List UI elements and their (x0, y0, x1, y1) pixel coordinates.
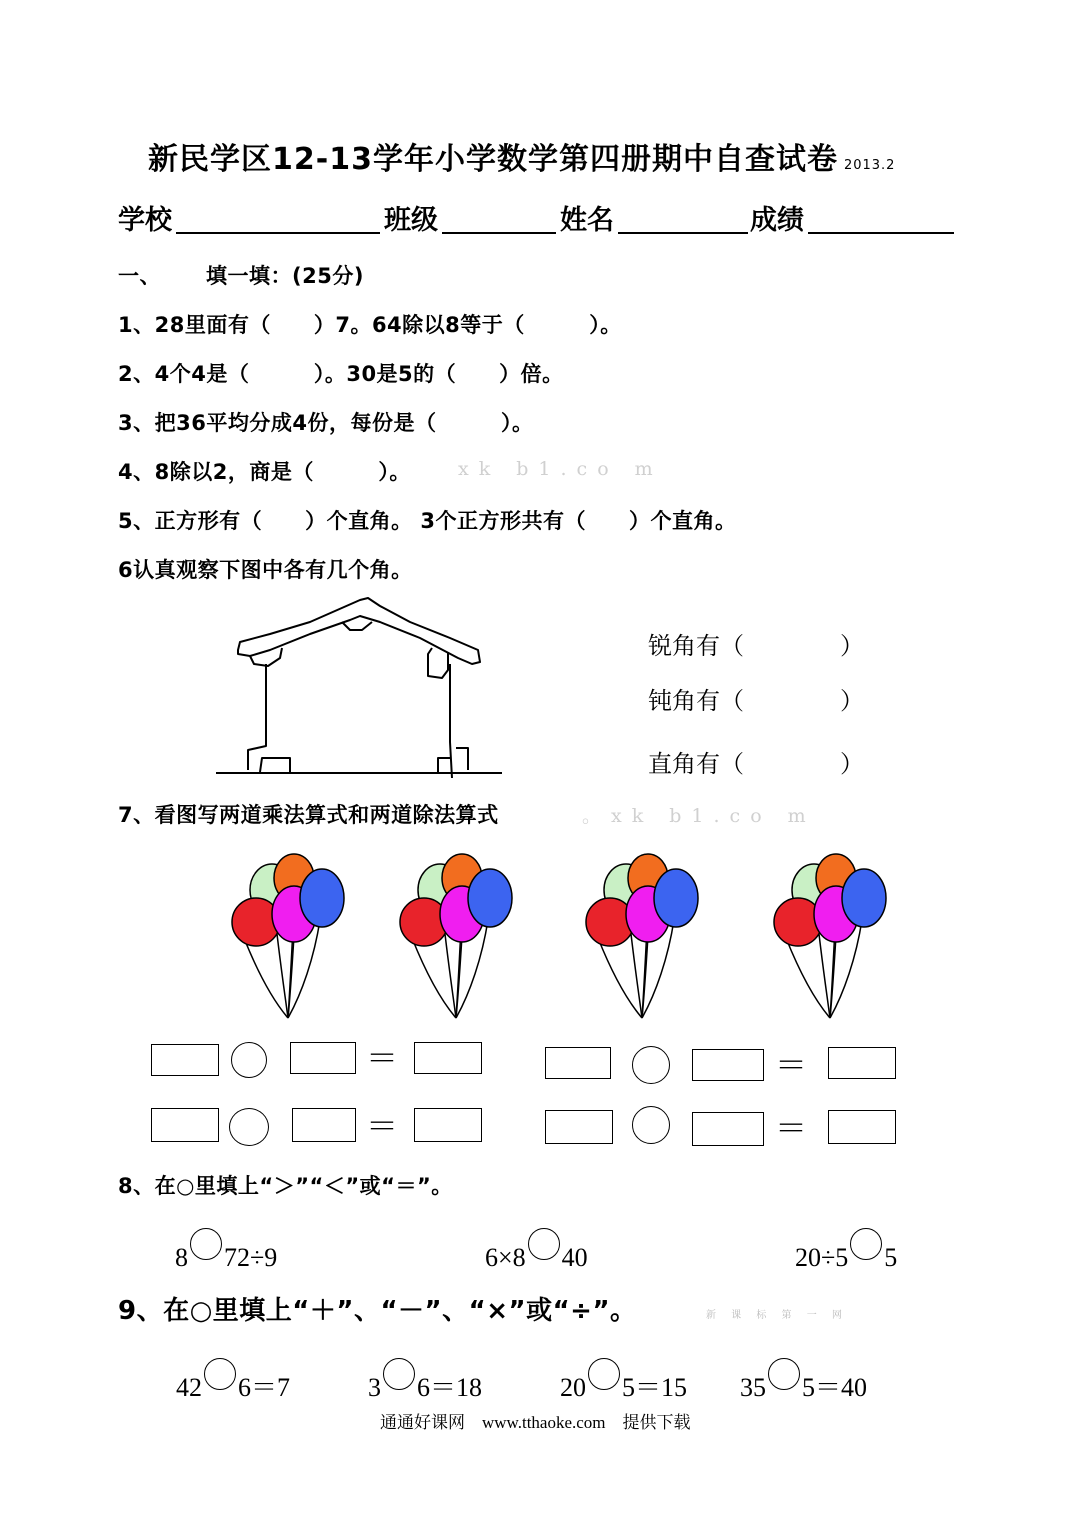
answer-box[interactable] (692, 1049, 764, 1081)
question-6: 6认真观察下图中各有几个角。 (118, 558, 413, 582)
operator-circle[interactable] (204, 1358, 236, 1390)
operator-circle[interactable] (383, 1358, 415, 1390)
operator-expression-2 (368, 1358, 482, 1404)
expr-left: 6×8 (485, 1243, 526, 1272)
expr-left: 20÷5 (795, 1243, 849, 1272)
operator-expression-3 (560, 1358, 687, 1404)
answer-box[interactable] (414, 1108, 482, 1142)
expr-right: 5 (884, 1243, 898, 1272)
question-5: 5、正方形有（ ）个直角。 3个正方形共有（ ）个直角。 (118, 509, 737, 533)
expr-right: 6＝7 (238, 1373, 291, 1402)
score-label: 成绩 (750, 205, 804, 236)
answer-box[interactable] (828, 1110, 896, 1144)
operator-expression-4 (740, 1358, 867, 1404)
compare-expression-1 (175, 1228, 277, 1273)
title-date: 2013.2 (843, 158, 896, 173)
balloon-groups (200, 842, 900, 1020)
question-4: 4、8除以2，商是（ ）。 (118, 460, 411, 484)
answer-box[interactable] (151, 1108, 219, 1142)
expr-right: 40 (561, 1243, 588, 1272)
equals-sign: ＝ (775, 1109, 808, 1147)
answer-box[interactable] (545, 1110, 613, 1144)
answer-box[interactable] (290, 1042, 356, 1074)
watermark-text: xk b1.co m (458, 458, 663, 480)
operator-circle[interactable] (632, 1106, 670, 1144)
answer-box[interactable] (151, 1044, 219, 1076)
section-number: 一、 (118, 264, 161, 288)
expr-right: 6＝18 (417, 1373, 483, 1402)
balloon-bunch-2 (400, 854, 512, 1018)
equals-sign: ＝ (775, 1046, 808, 1084)
right-angle-label: 直角有（ ） (648, 750, 864, 778)
compare-circle[interactable] (850, 1228, 882, 1260)
operator-circle[interactable] (632, 1046, 670, 1084)
name-label: 姓名 (560, 205, 614, 236)
watermark-text-3: 新 课 标 第 一 网 (706, 1310, 848, 1321)
expr-right: 72÷9 (224, 1243, 278, 1272)
balloon-bunch-3 (586, 854, 698, 1018)
name-blank[interactable] (618, 232, 748, 234)
answer-box[interactable] (692, 1112, 764, 1146)
answer-box[interactable] (292, 1108, 356, 1142)
question-1: 1、28里面有（ ）7。64除以8等于（ ）。 (118, 313, 622, 337)
watermark-text-2: 。xk b1.co m (582, 805, 816, 827)
equals-sign: ＝ (366, 1039, 399, 1077)
equals-sign: ＝ (366, 1107, 399, 1145)
class-label: 班级 (384, 205, 438, 236)
expr-left: 35 (740, 1373, 766, 1402)
school-label: 学校 (118, 205, 172, 236)
balloon-bunch-1 (232, 854, 344, 1018)
class-blank[interactable] (442, 232, 556, 234)
compare-circle[interactable] (190, 1228, 222, 1260)
balloon-bunch-4 (774, 854, 886, 1018)
footer-text: 通通好课网 www.tthaoke.com 提供下载 (380, 1413, 691, 1432)
expr-left: 3 (368, 1373, 381, 1402)
compare-circle[interactable] (528, 1228, 560, 1260)
operator-expression-1 (176, 1358, 290, 1404)
expr-right: 5＝40 (802, 1373, 868, 1402)
title-text: 新民学区12-13学年小学数学第四册期中自查试卷 (148, 142, 838, 177)
operator-circle[interactable] (588, 1358, 620, 1390)
question-2: 2、4个4是（ ）。30是5的（ ）倍。 (118, 362, 564, 386)
answer-box[interactable] (545, 1047, 611, 1079)
school-blank[interactable] (176, 232, 380, 234)
section-heading: 填一填：(25分) (206, 264, 364, 288)
page-title (148, 134, 895, 178)
house-figure (210, 592, 510, 784)
answer-box[interactable] (828, 1047, 896, 1079)
question-8: 8、在○里填上“＞”“＜”或“＝”。 (118, 1174, 453, 1198)
expr-left: 20 (560, 1373, 586, 1402)
question-9: 9、在○里填上“＋”、“－”、“×”或“÷”。 (118, 1296, 637, 1326)
question-3: 3、把36平均分成4份，每份是（ ）。 (118, 411, 534, 435)
compare-expression-2 (485, 1228, 588, 1273)
expr-left: 8 (175, 1243, 188, 1272)
acute-angle-label: 锐角有（ ） (648, 632, 864, 660)
operator-circle[interactable] (768, 1358, 800, 1390)
operator-circle[interactable] (229, 1108, 269, 1146)
expr-left: 42 (176, 1373, 202, 1402)
compare-expression-3 (795, 1228, 897, 1273)
question-7: 7、看图写两道乘法算式和两道除法算式 (118, 803, 499, 827)
obtuse-angle-label: 钝角有（ ） (648, 687, 864, 715)
operator-circle[interactable] (231, 1042, 267, 1078)
expr-right: 5＝15 (622, 1373, 688, 1402)
answer-box[interactable] (414, 1042, 482, 1074)
score-blank[interactable] (808, 232, 954, 234)
